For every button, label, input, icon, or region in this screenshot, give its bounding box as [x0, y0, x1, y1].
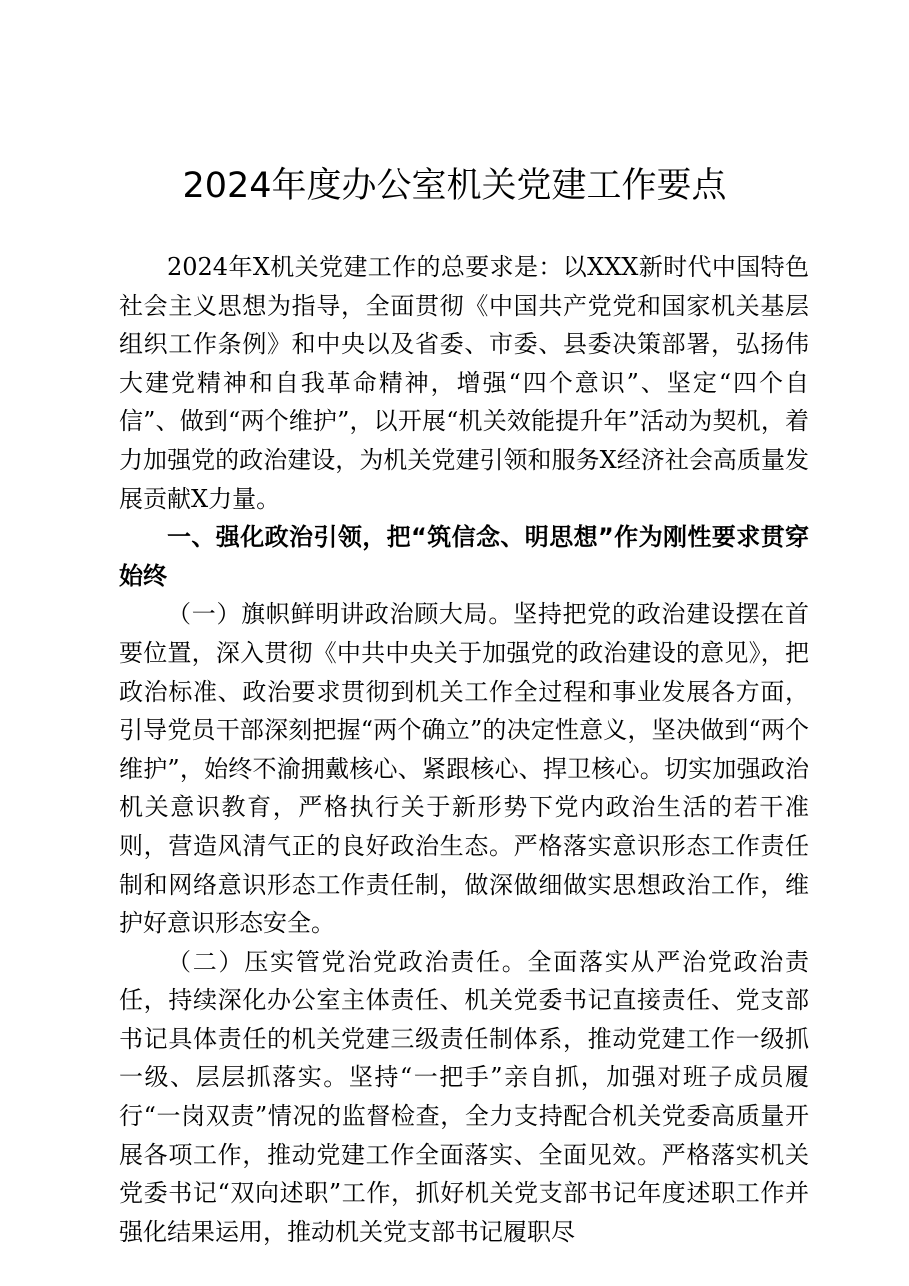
- section-item-1: [119, 595, 809, 942]
- section-item-1-lead: （一）旗帜鲜明讲政治顾大局。: [167, 600, 514, 629]
- intro-paragraph: 2024年X机关党建工作的总要求是：以XXX新时代中国特色社会主义思想为指导，全面贯彻《中国共产党党和国家机关基层组织工作条例》和中央以及省委、市委、县委决策部署，弘扬伟大建党精神和自我革命精神，增强“四个意识”、坚定“四个自信”、做到“两个维护”，以开展“机关效能提升年”活动为契机，着力加强党的政治建设，为机关党建引领和服务X经济社会高质量发展贡献X力量。: [119, 253, 809, 513]
- section-item-2: [119, 943, 809, 1252]
- section-item-1-text: 坚持把党的政治建设摆在首要位置，深入贯彻《中共中央关于加强党的政治建设的意见》，把政治标准、政治要求贯彻到机关工作全过程和事业发展各方面，引导党员干部深刻把握“两个确立”的决定性意义，坚决做到“两个维护”，始终不渝拥戴核心、紧跟核心、捍卫核心。切实加强政治机关意识教育，严格执行关于新形势下党内政治生活的若干准则，营造风清气正的良好政治生态。严格落实意识形态工作责任制和网络意识形态工作责任制，做深做细做实思想政治工作，维护好意识形态安全。: [119, 600, 810, 938]
- section-item-2-lead: （二）压实管党治党政治责任。: [167, 947, 528, 976]
- document-body: [119, 248, 809, 1251]
- document-title: 2024年度办公室机关党建工作要点: [182, 166, 727, 206]
- section-item-2-text: 全面落实从严治党政治责任，持续深化办公室主体责任、机关党委书记直接责任、党支部书记具体责任的机关党建三级责任制体系，推动党建工作一级抓一级、层层抓落实。坚持“一把手”亲自抓，加强对班子成员履行“一岗双责”情况的监督检查，全力支持配合机关党委高质量开展各项工作，推动党建工作全面落实、全面见效。严格落实机关党委书记“双向述职”工作，抓好机关党支部书记年度述职工作并强化结果运用，推动机关党支部书记履职尽: [119, 947, 809, 1246]
- section-heading-1: 一、强化政治引领，把“筑信念、明思想”作为刚性要求贯穿始终: [119, 523, 809, 590]
